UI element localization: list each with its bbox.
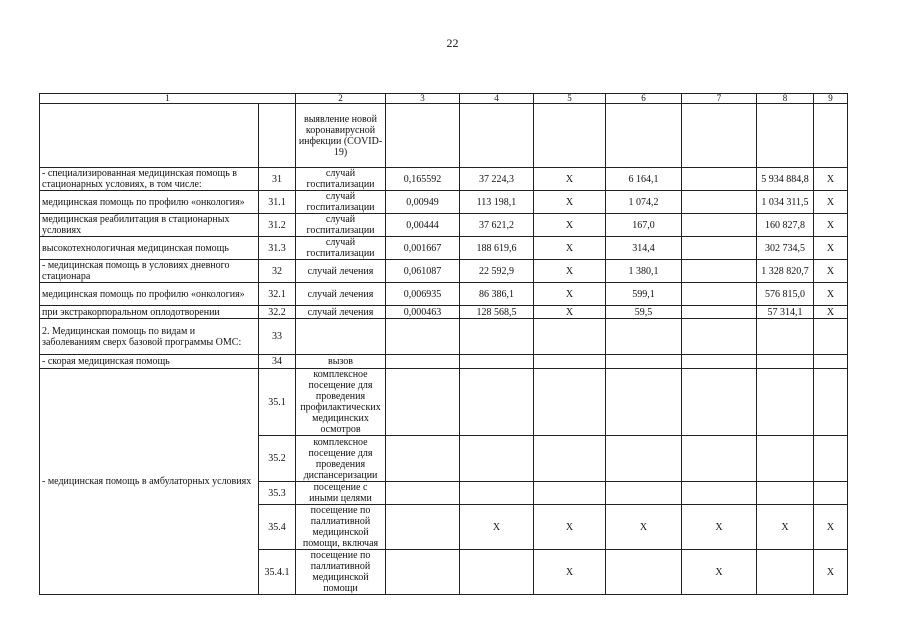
cell-c9 (814, 104, 848, 168)
cell-c7 (682, 237, 757, 260)
row-unit: случай госпитализации (296, 214, 386, 237)
cell-c4 (460, 482, 534, 505)
cell-c8: 302 734,5 (757, 237, 814, 260)
table-row (40, 168, 848, 191)
cell-c8 (757, 104, 814, 168)
cell-c9: Х (814, 550, 848, 595)
row-number: 31 (259, 168, 296, 191)
cell-c7 (682, 283, 757, 306)
cell-c5: Х (534, 237, 606, 260)
row-name: высокотехнологичная медицинская помощь (40, 237, 259, 260)
row-unit: посещение с иными целями (296, 482, 386, 505)
cell-c5 (534, 436, 606, 482)
cell-c5: Х (534, 214, 606, 237)
cell-c9: Х (814, 214, 848, 237)
row-number: 32.1 (259, 283, 296, 306)
cell-c4: 37 621,2 (460, 214, 534, 237)
cell-c7 (682, 482, 757, 505)
cell-c5: Х (534, 550, 606, 595)
cell-c3 (386, 319, 460, 355)
cell-c4 (460, 319, 534, 355)
cell-c3: 0,165592 (386, 168, 460, 191)
ambulatory-label: - медицинская помощь в амбулаторных условиях (40, 369, 259, 595)
row-number: 34 (259, 355, 296, 369)
data-table (39, 93, 848, 595)
cell-c9: Х (814, 505, 848, 550)
row-number: 35.2 (259, 436, 296, 482)
cell-c7 (682, 104, 757, 168)
page-number: 22 (446, 36, 459, 50)
cell-c5 (534, 355, 606, 369)
row-number: 35.4.1 (259, 550, 296, 595)
cell-c7 (682, 306, 757, 319)
cell-c3 (386, 436, 460, 482)
cell-c3 (386, 550, 460, 595)
cell-c9: Х (814, 306, 848, 319)
cell-c6 (606, 369, 682, 436)
cell-c9 (814, 369, 848, 436)
row-unit: вызов (296, 355, 386, 369)
cell-c6: 1 380,1 (606, 260, 682, 283)
cell-c3 (386, 104, 460, 168)
row-unit: комплексное посещение для проведения диспансеризации (296, 436, 386, 482)
row-name: - скорая медицинская помощь (40, 355, 259, 369)
cell-c4 (460, 550, 534, 595)
cell-c5: Х (534, 306, 606, 319)
cell-c9: Х (814, 168, 848, 191)
row-unit: случай лечения (296, 260, 386, 283)
cell-c8: 1 034 311,5 (757, 191, 814, 214)
cell-c4: 113 198,1 (460, 191, 534, 214)
cell-c6: 1 074,2 (606, 191, 682, 214)
cell-c6 (606, 319, 682, 355)
row-name: 2. Медицинская помощь по видам и заболеваниям сверх базовой программы ОМС: (40, 319, 259, 355)
cell-c5 (534, 319, 606, 355)
cell-c5 (534, 369, 606, 436)
cell-c4: 128 568,5 (460, 306, 534, 319)
header-cell-1: 1 (40, 94, 296, 104)
cell-c6 (606, 550, 682, 595)
cell-c8 (757, 319, 814, 355)
header-cell-4: 4 (460, 94, 534, 104)
row-unit: случай лечения (296, 306, 386, 319)
table-row (40, 214, 848, 237)
cell-c8 (757, 436, 814, 482)
cell-c8: 160 827,8 (757, 214, 814, 237)
cell-c7 (682, 191, 757, 214)
cell-c9: Х (814, 283, 848, 306)
cell-c9 (814, 355, 848, 369)
row-unit: случай госпитализации (296, 191, 386, 214)
row-name: медицинская помощь по профилю «онкология» (40, 191, 259, 214)
row-unit: случай госпитализации (296, 168, 386, 191)
cell-c6: 167,0 (606, 214, 682, 237)
cell-c7: Х (682, 550, 757, 595)
table-row (40, 191, 848, 214)
cell-c9: Х (814, 237, 848, 260)
row-name: - медицинская помощь в условиях дневного стационара (40, 260, 259, 283)
cell-c7 (682, 168, 757, 191)
cell-c6: 59,5 (606, 306, 682, 319)
cell-c3: 0,001667 (386, 237, 460, 260)
header-row (40, 94, 848, 104)
row-number: 32 (259, 260, 296, 283)
cell-c7 (682, 319, 757, 355)
table-row (40, 369, 848, 436)
cell-c4 (460, 369, 534, 436)
row-unit: выявление новой коронавирусной инфекции (COVID-19) (296, 104, 386, 168)
cell-c9 (814, 482, 848, 505)
cell-c8: Х (757, 505, 814, 550)
cell-c8 (757, 355, 814, 369)
cell-c7 (682, 355, 757, 369)
cell-c3: 0,000463 (386, 306, 460, 319)
row-name: медицинская реабилитация в стационарных условиях (40, 214, 259, 237)
cell-c5: Х (534, 191, 606, 214)
row-number: 35.4 (259, 505, 296, 550)
cell-c4 (460, 355, 534, 369)
row-name: - специализированная медицинская помощь в стационарных условиях, в том числе: (40, 168, 259, 191)
row-unit: случай госпитализации (296, 237, 386, 260)
cell-c8 (757, 369, 814, 436)
cell-c9: Х (814, 191, 848, 214)
cell-c6: 6 164,1 (606, 168, 682, 191)
cell-c9 (814, 436, 848, 482)
table-row (40, 319, 848, 355)
cell-c5 (534, 482, 606, 505)
table-row (40, 283, 848, 306)
row-number: 31.3 (259, 237, 296, 260)
cell-c7 (682, 436, 757, 482)
cell-c8: 1 328 820,7 (757, 260, 814, 283)
cell-c3 (386, 505, 460, 550)
row-number: 35.1 (259, 369, 296, 436)
cell-c9 (814, 319, 848, 355)
row-number: 31.1 (259, 191, 296, 214)
cell-c7 (682, 260, 757, 283)
row-number: 32.2 (259, 306, 296, 319)
cell-c7 (682, 369, 757, 436)
row-name (40, 104, 259, 168)
row-unit (296, 319, 386, 355)
cell-c8: 57 314,1 (757, 306, 814, 319)
row-number: 33 (259, 319, 296, 355)
row-number (259, 104, 296, 168)
cell-c6 (606, 355, 682, 369)
cell-c6 (606, 482, 682, 505)
row-number: 31.2 (259, 214, 296, 237)
cell-c6 (606, 436, 682, 482)
cell-c3: 0,006935 (386, 283, 460, 306)
row-name: при экстракорпоральном оплодотворении (40, 306, 259, 319)
cell-c5: Х (534, 505, 606, 550)
cell-c4 (460, 436, 534, 482)
header-cell-2: 2 (296, 94, 386, 104)
table-row (40, 104, 848, 168)
cell-c3: 0,00444 (386, 214, 460, 237)
header-cell-3: 3 (386, 94, 460, 104)
cell-c6: 314,4 (606, 237, 682, 260)
cell-c4 (460, 104, 534, 168)
cell-c5 (534, 104, 606, 168)
cell-c9: Х (814, 260, 848, 283)
cell-c3 (386, 482, 460, 505)
cell-c4: 22 592,9 (460, 260, 534, 283)
row-name: медицинская помощь по профилю «онкология» (40, 283, 259, 306)
cell-c8 (757, 482, 814, 505)
table-row (40, 355, 848, 369)
header-cell-7: 7 (682, 94, 757, 104)
header-cell-5: 5 (534, 94, 606, 104)
table-row (40, 260, 848, 283)
row-unit: посещение по паллиативной медицинской помощи, включая (296, 505, 386, 550)
row-unit: случай лечения (296, 283, 386, 306)
cell-c7 (682, 214, 757, 237)
cell-c8: 576 815,0 (757, 283, 814, 306)
table-row (40, 237, 848, 260)
header-cell-9: 9 (814, 94, 848, 104)
cell-c8 (757, 550, 814, 595)
row-unit: комплексное посещение для проведения профилактических медицинских осмотров (296, 369, 386, 436)
cell-c3 (386, 355, 460, 369)
header-cell-6: 6 (606, 94, 682, 104)
cell-c4: 86 386,1 (460, 283, 534, 306)
cell-c4: 37 224,3 (460, 168, 534, 191)
cell-c4: Х (460, 505, 534, 550)
cell-c7: Х (682, 505, 757, 550)
cell-c3: 0,00949 (386, 191, 460, 214)
cell-c8: 5 934 884,8 (757, 168, 814, 191)
row-number: 35.3 (259, 482, 296, 505)
cell-c6: Х (606, 505, 682, 550)
cell-c6 (606, 104, 682, 168)
header-cell-8: 8 (757, 94, 814, 104)
cell-c4: 188 619,6 (460, 237, 534, 260)
cell-c5: Х (534, 260, 606, 283)
row-unit: посещение по паллиативной медицинской помощи (296, 550, 386, 595)
table-row (40, 306, 848, 319)
cell-c3: 0,061087 (386, 260, 460, 283)
cell-c5: Х (534, 283, 606, 306)
cell-c5: Х (534, 168, 606, 191)
cell-c6: 599,1 (606, 283, 682, 306)
cell-c3 (386, 369, 460, 436)
